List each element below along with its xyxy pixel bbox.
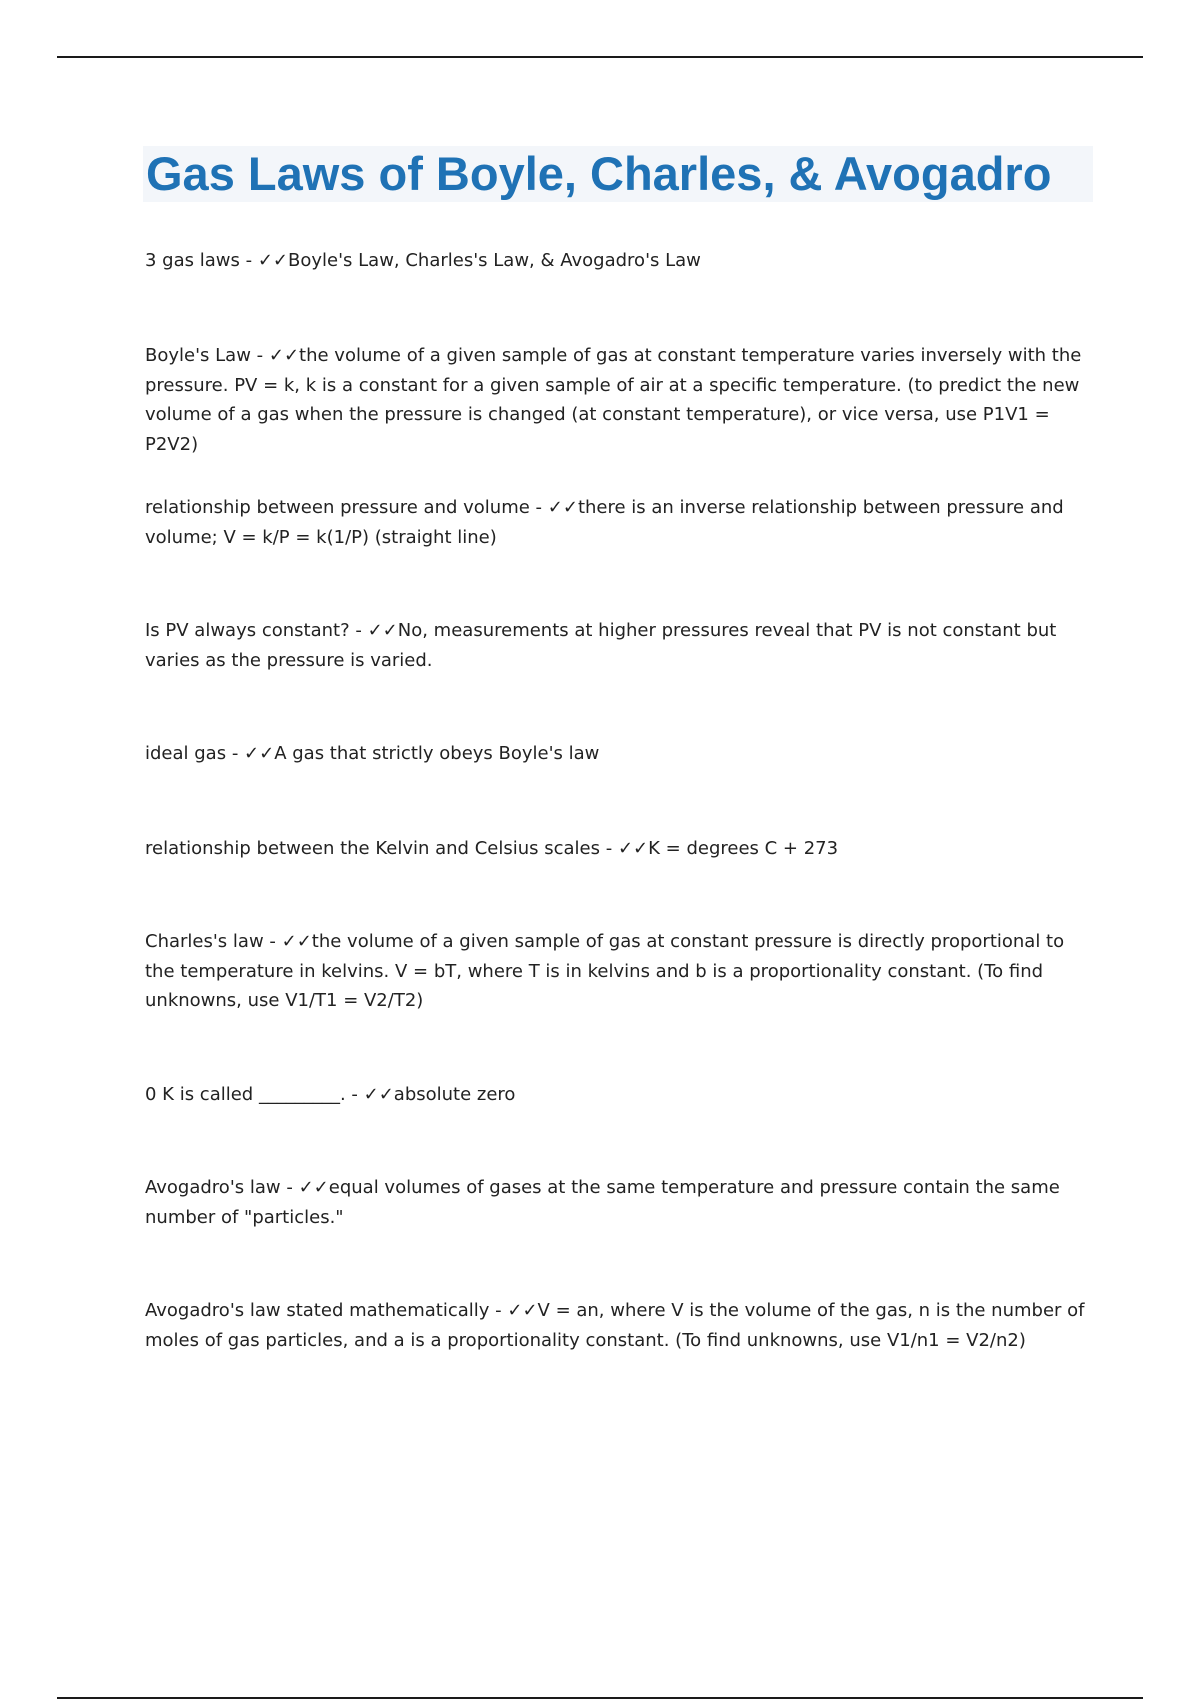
double-check-icon: ✓✓ <box>507 1300 538 1321</box>
entry-pv-constant: Is PV always constant? - ✓✓No, measurements at higher pressures reveal that PV is not constant but varies as the pressure is varied. <box>145 620 1057 671</box>
entry-definition: the volume of a given sample of gas at constant pressure is directly proportional to the temperature in kelvins. V = bT, where T is in kelvins and b is a proportionality constant. (To find unknowns, use V1/T1 = V2/T2) <box>145 931 1065 1011</box>
entry-definition: the volume of a given sample of gas at constant temperature varies inversely with the pressure. PV = k, k is a constant for a given sample of air at a specific temperature. (to predict the new volume of a gas when the pressure is changed (at constant temperature), or vice versa, use P1V1 = P2V2) <box>145 345 1082 455</box>
entry-definition: K = degrees C + 273 <box>648 838 839 859</box>
entry-boyles-law: Boyle's Law - ✓✓the volume of a given sample of gas at constant temperature varies inversely with the pressure. PV = k, k is a constant for a given sample of air at a specific temperature. (to predict the new volume of a gas when the pressure is changed (at constant temperature), or vice versa, use P1V1 = P2V2) <box>145 345 1082 455</box>
entry-term: Charles's law <box>145 931 264 952</box>
double-check-icon: ✓✓ <box>547 497 578 518</box>
entry-term: relationship between pressure and volume <box>145 497 530 518</box>
document-title: Gas Laws of Boyle, Charles, & Avogadro <box>146 147 1052 200</box>
entry-definition: absolute zero <box>393 1084 516 1105</box>
double-check-icon: ✓✓ <box>363 1084 394 1105</box>
entry-ideal-gas: ideal gas - ✓✓A gas that strictly obeys Boyle's law <box>145 743 600 764</box>
double-check-icon: ✓✓ <box>298 1177 329 1198</box>
entry-kelvin-celsius: relationship between the Kelvin and Celsius scales - ✓✓K = degrees C + 273 <box>145 838 839 859</box>
entry-avogadros-law: Avogadro's law - ✓✓equal volumes of gases at the same temperature and pressure contain the same number of "particles." <box>145 1177 1060 1228</box>
entry-definition: V = an, where V is the volume of the gas, n is the number of moles of gas particles, and a is a proportionality constant. (To find unknowns, use V1/n1 = V2/n2) <box>145 1300 1085 1351</box>
double-check-icon: ✓✓ <box>257 250 288 271</box>
entry-definition: A gas that strictly obeys Boyle's law <box>274 743 600 764</box>
double-check-icon: ✓✓ <box>281 931 312 952</box>
bottom-rule <box>57 1697 1143 1699</box>
entry-term: 0 K is called _________. <box>145 1084 346 1105</box>
entry-avogadros-math: Avogadro's law stated mathematically - ✓✓V = an, where V is the volume of the gas, n is the number of moles of gas particles, and a is a proportionality constant. (To find unknowns, use V1/n1 = V2/n2) <box>145 1300 1085 1351</box>
entry-term: ideal gas <box>145 743 227 764</box>
entry-definition: Boyle's Law, Charles's Law, & Avogadro's Law <box>288 250 701 271</box>
entry-term: Is PV always constant? <box>145 620 350 641</box>
entry-term: 3 gas laws <box>145 250 240 271</box>
entry-definition: equal volumes of gases at the same temperature and pressure contain the same number of "particles." <box>145 1177 1060 1228</box>
entry-term: Avogadro's law <box>145 1177 281 1198</box>
double-check-icon: ✓✓ <box>617 838 649 859</box>
entry-term: Avogadro's law stated mathematically <box>145 1300 490 1321</box>
double-check-icon: ✓✓ <box>268 345 300 366</box>
double-check-icon: ✓✓ <box>367 620 398 641</box>
double-check-icon: ✓✓ <box>244 743 275 764</box>
entry-absolute-zero: 0 K is called _________. - ✓✓absolute zero <box>145 1084 516 1105</box>
entry-pressure-volume: relationship between pressure and volume - ✓✓there is an inverse relationship between pressure and volume; V = k/P = k(1/P) (straight line) <box>145 497 1064 548</box>
entry-term: relationship between the Kelvin and Celsius scales <box>145 838 600 859</box>
entry-charles-law: Charles's law - ✓✓the volume of a given sample of gas at constant pressure is directly proportional to the temperature in kelvins. V = bT, where T is in kelvins and b is a proportionality constant. (To find unknowns, use V1/T1 = V2/T2) <box>145 931 1065 1011</box>
entry-definition: No, measurements at higher pressures reveal that PV is not constant but varies as the pressure is varied. <box>145 620 1057 671</box>
top-rule <box>57 56 1143 58</box>
entry-gas-laws: 3 gas laws - ✓✓Boyle's Law, Charles's Law, & Avogadro's Law <box>145 250 701 271</box>
entry-definition: there is an inverse relationship between pressure and volume; V = k/P = k(1/P) (straight line) <box>145 497 1064 548</box>
entry-term: Boyle's Law <box>145 345 251 366</box>
